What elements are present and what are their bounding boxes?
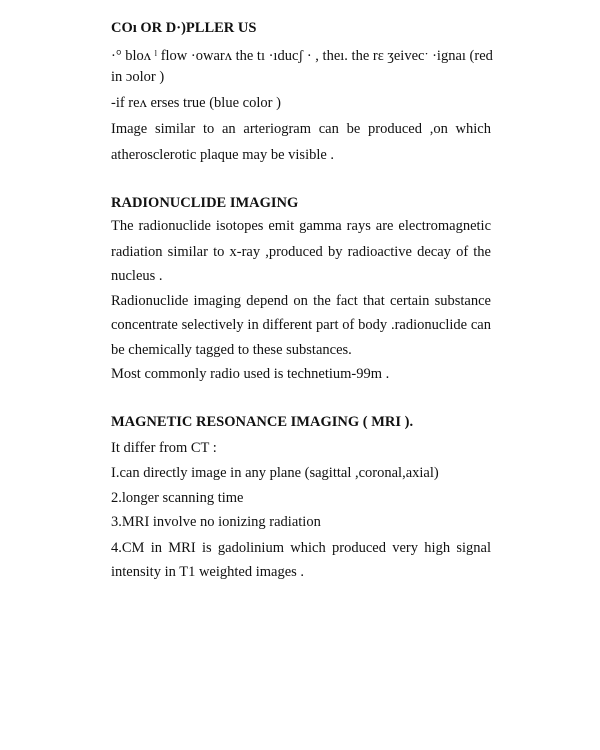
mri-line-1: It differ from CT : — [111, 440, 217, 456]
radionuclide-line-1: The radionuclide isotopes emit gamma rays are electromagnetic — [111, 218, 491, 234]
mri-line-3: 2.longer scanning time — [111, 490, 244, 506]
doppler-line-1: ·° bloʌ ˡ flow ·owarʌ the tı ·ıducʃ · , theı. the rɛ ʒeivecˑ ·ignaı (red — [111, 48, 493, 64]
radionuclide-line-5: concentrate selectively in different part of body .radionuclide can — [111, 317, 491, 333]
mri-heading: MAGNETIC RESONANCE IMAGING ( MRI ). — [111, 414, 414, 430]
mri-line-2: I.can directly image in any plane (sagittal ,coronal,axial) — [111, 465, 439, 481]
doppler-line-4: Image similar to an arteriogram can be produced ,on which — [111, 121, 491, 137]
doppler-line-5: atherosclerotic plaque may be visible . — [111, 147, 335, 163]
mri-line-6: intensity in T1 weighted images . — [111, 564, 305, 580]
radionuclide-line-7: Most commonly radio used is technetium-99m . — [111, 366, 390, 382]
radionuclide-heading: RADIONUCLIDE IMAGING — [111, 195, 299, 211]
doppler-line-2: in ɔolor ) — [111, 69, 165, 85]
radionuclide-line-4: Radionuclide imaging depend on the fact that certain substance — [111, 293, 491, 309]
radionuclide-line-3: nucleus . — [111, 268, 163, 284]
radionuclide-line-6: be chemically tagged to these substances. — [111, 342, 352, 358]
radionuclide-line-2: radiation similar to x-ray ,produced by radioactive decay of the — [111, 244, 491, 260]
mri-line-5: 4.CM in MRI is gadolinium which produced very high signal — [111, 540, 491, 556]
doppler-line-3: -if reʌ erses true (blue color ) — [111, 95, 281, 111]
mri-line-4: 3.MRI involve no ionizing radiation — [111, 514, 321, 530]
doppler-heading: COı OR D·)PLLER US — [111, 20, 257, 36]
